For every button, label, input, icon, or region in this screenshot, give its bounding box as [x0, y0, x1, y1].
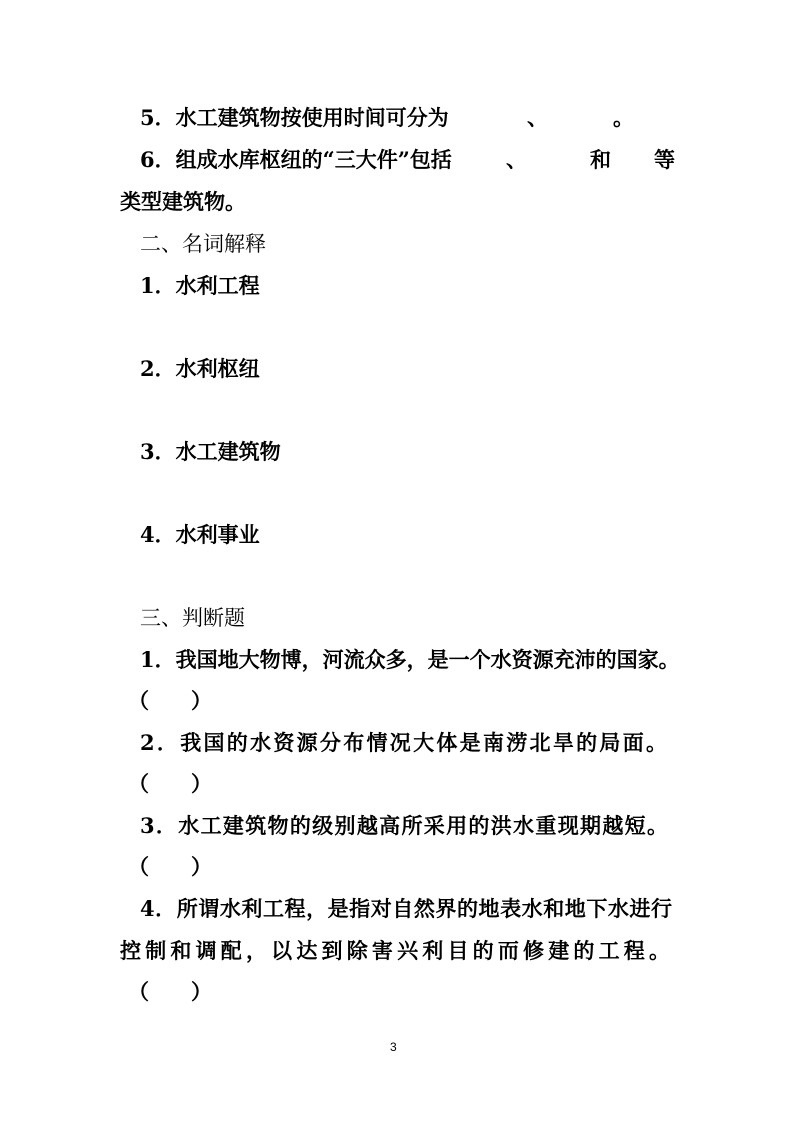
page-number: 3	[390, 1040, 397, 1054]
judge-item-2: 2．我国的水资源分布情况大体是南涝北旱的局面。	[140, 730, 668, 755]
judge-item-3-answer: （ ）	[128, 854, 212, 879]
judge-item-1: 1．我国地大物博，河流众多，是一个水资源充沛的国家。	[140, 647, 680, 672]
question-5-separator: 、	[527, 105, 548, 130]
question-6-and: 和	[590, 147, 611, 172]
question-6	[140, 146, 452, 174]
judge-item-4-continuation: 控制和调配，以达到除害兴利目的而修建的工程。	[120, 938, 672, 963]
term-item-1: 1．水利工程	[140, 273, 260, 298]
question-6-continuation: 类型建筑物。	[120, 189, 246, 214]
judge-item-2-answer: （ ）	[128, 771, 212, 796]
judge-item-4: 4．所谓水利工程，是指对自然界的地表水和地下水进行	[140, 896, 672, 921]
section-2-heading: 二、名词解释	[140, 232, 266, 256]
judge-item-3: 3．水工建筑物的级别越高所采用的洪水重现期越短。	[140, 813, 668, 838]
judge-item-4-answer: （ ）	[128, 979, 212, 1004]
term-item-4: 4．水利事业	[140, 522, 260, 547]
judge-item-1-answer: （ ）	[128, 688, 212, 713]
question-5-text: 5．水工建筑物按使用时间可分为	[140, 105, 449, 130]
section-3-heading: 三、判断题	[140, 606, 245, 630]
question-6-separator: 、	[506, 147, 527, 172]
question-5	[140, 104, 449, 132]
question-6-etc: 等	[654, 147, 675, 172]
term-item-3: 3．水工建筑物	[140, 439, 281, 464]
term-item-2: 2．水利枢纽	[140, 356, 260, 381]
question-5-end: 。	[613, 105, 634, 130]
question-6-text: 6．组成水库枢纽的“三大件”包括	[140, 147, 452, 172]
